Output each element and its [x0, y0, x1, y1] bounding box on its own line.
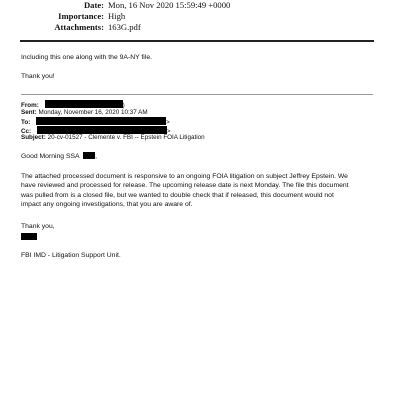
to-label: To:: [21, 119, 31, 126]
header-divider: [20, 40, 374, 42]
redaction-box: [21, 233, 37, 240]
sent-row: [21, 109, 148, 117]
reply-line-1: Including this one along with the 9A-NY file.: [21, 54, 152, 61]
cc-suffix: >: [166, 127, 171, 135]
cc-label: Cc:: [21, 127, 32, 135]
body-line: The attached processed document is responsive to an ongoing FOIA litigation on subject Jeffrey Epstein. We: [21, 173, 348, 180]
body-line: have reviewed and processed for release. The upcoming release date is next Monday. The file this document: [21, 182, 349, 190]
sent-label: Sent:: [21, 108, 37, 116]
subject-row: [21, 134, 205, 142]
attachment-link[interactable]: 163G.pdf: [108, 22, 141, 32]
sent-value: Monday, November 16, 2020 10:37 AM: [38, 108, 148, 116]
forward-divider: [21, 94, 373, 95]
greeting-text: Good Morning SSA: [21, 153, 80, 160]
date-value: Mon, 16 Nov 2020 15:59:49 +0000: [108, 0, 231, 10]
attachments-label: Attachments:: [54, 22, 104, 32]
body-paragraph: [21, 172, 377, 210]
to-suffix: >: [166, 119, 170, 126]
redaction-box: [36, 117, 166, 125]
subject-label: Subject:: [21, 134, 46, 141]
body-line: impact any ongoing investigations, that you are aware of.: [21, 201, 193, 209]
from-suffix: ): [122, 102, 125, 109]
date-label: Date:: [83, 0, 104, 10]
signature-line: FBI IMD - Litigation Support Unit.: [21, 252, 121, 259]
importance-value: High: [108, 11, 126, 21]
greeting: [21, 152, 97, 161]
reply-line-2: Thank you!: [21, 73, 55, 80]
redaction-box: [37, 126, 167, 134]
importance-label: Importance:: [58, 11, 104, 21]
from-label: From:: [21, 102, 39, 109]
redaction-box: [83, 152, 95, 159]
greeting-end: ,: [95, 153, 97, 160]
body-line: was pulled from is a closed file, but we wanted to double check that if released, this document would not: [21, 191, 334, 199]
redaction-box: [45, 100, 123, 108]
subject-value: 20-cv-01527 - Clemente v. FBI -- Epstein FOIA Litigation: [47, 134, 205, 141]
thanks-line: Thank you,: [21, 223, 55, 230]
